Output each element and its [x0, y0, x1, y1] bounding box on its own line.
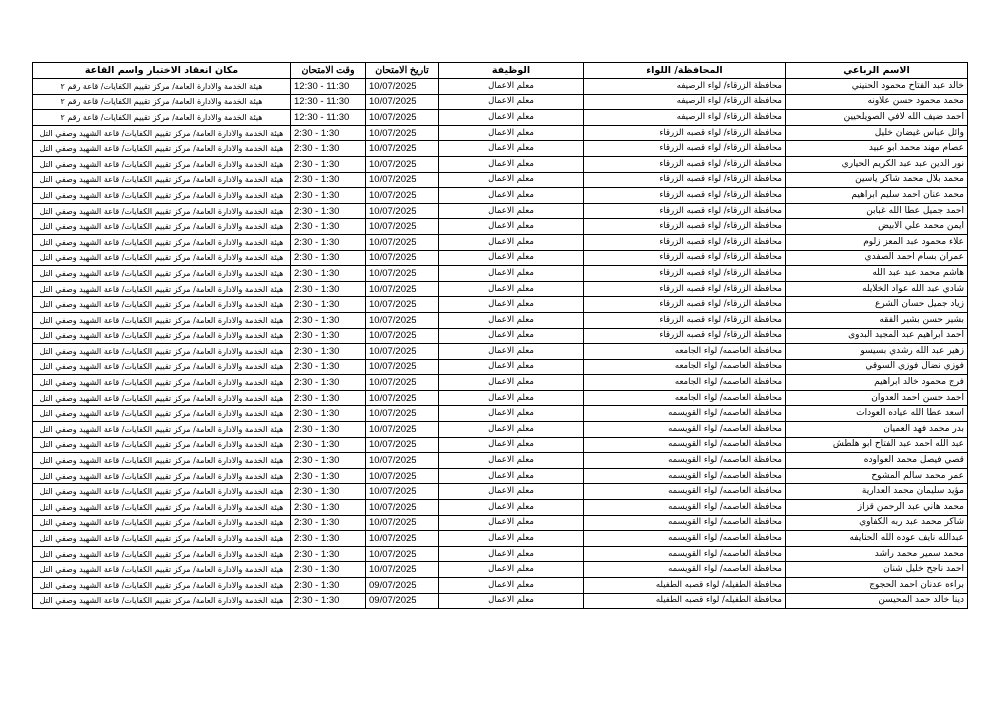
cell-job: معلم الاعمال [439, 125, 584, 141]
cell-exam-location: هيئة الخدمة والادارة العامة/ مركز تقييم الكفايات/ قاعة الشهيد وصفي التل [33, 359, 291, 375]
table-row [33, 203, 968, 219]
cell-exam-time: 2:30 - 1:30 [291, 562, 366, 578]
cell-name: عبدالله نايف عوده الله الحنايفه [786, 531, 968, 547]
cell-exam-date: 10/07/2025 [366, 281, 439, 297]
cell-exam-location: هيئة الخدمة والادارة العامة/ مركز تقييم الكفايات/ قاعة الشهيد وصفي التل [33, 500, 291, 516]
cell-exam-date: 10/07/2025 [366, 344, 439, 360]
cell-name: هاشم محمد عبد عبد الله [786, 266, 968, 282]
header-exam-time: وقت الامتحان [291, 63, 366, 79]
cell-exam-time: 2:30 - 1:30 [291, 312, 366, 328]
cell-name: خالد عبد الفتاح محمود الحنيني [786, 79, 968, 95]
cell-job: معلم الاعمال [439, 484, 584, 500]
cell-exam-date: 10/07/2025 [366, 125, 439, 141]
cell-exam-date: 10/07/2025 [366, 546, 439, 562]
table-row [33, 437, 968, 453]
table-row [33, 390, 968, 406]
cell-exam-date: 10/07/2025 [366, 562, 439, 578]
cell-job: معلم الاعمال [439, 546, 584, 562]
cell-governorate: محافظة العاصمه/ لواء القويسمه [584, 546, 786, 562]
cell-exam-location: هيئة الخدمة والادارة العامة/ مركز تقييم الكفايات/ قاعة الشهيد وصفي التل [33, 125, 291, 141]
cell-exam-time: 2:30 - 1:30 [291, 437, 366, 453]
cell-exam-location: هيئة الخدمة والادارة العامة/ مركز تقييم الكفايات/ قاعة الشهيد وصفي التل [33, 312, 291, 328]
cell-exam-date: 10/07/2025 [366, 328, 439, 344]
table-row [33, 453, 968, 469]
table-row [33, 531, 968, 547]
cell-exam-time: 2:30 - 1:30 [291, 125, 366, 141]
cell-name: مؤيد سليمان محمد العدارية [786, 484, 968, 500]
cell-exam-time: 2:30 - 1:30 [291, 172, 366, 188]
table-row [33, 281, 968, 297]
cell-job: معلم الاعمال [439, 250, 584, 266]
cell-governorate: محافظة العاصمه/ لواء القويسمه [584, 468, 786, 484]
cell-job: معلم الاعمال [439, 281, 584, 297]
cell-job: معلم الاعمال [439, 141, 584, 157]
cell-governorate: محافظة العاصمه/ لواء القويسمه [584, 406, 786, 422]
table-row [33, 500, 968, 516]
table-row [33, 375, 968, 391]
cell-exam-location: هيئة الخدمة والادارة العامة/ مركز تقييم الكفايات/ قاعة الشهيد وصفي التل [33, 297, 291, 313]
cell-exam-time: 2:30 - 1:30 [291, 188, 366, 204]
cell-governorate: محافظة الزرقاء/ لواء قصبه الزرقاء [584, 156, 786, 172]
cell-exam-date: 10/07/2025 [366, 468, 439, 484]
cell-exam-time: 2:30 - 1:30 [291, 515, 366, 531]
cell-name: احمد جميل عطا الله غبابن [786, 203, 968, 219]
cell-job: معلم الاعمال [439, 110, 584, 126]
table-row [33, 94, 968, 110]
cell-name: عصام مهند محمد ابو عبيد [786, 141, 968, 157]
cell-exam-date: 10/07/2025 [366, 453, 439, 469]
cell-exam-date: 10/07/2025 [366, 79, 439, 95]
cell-job: معلم الاعمال [439, 94, 584, 110]
cell-job: معلم الاعمال [439, 203, 584, 219]
cell-governorate: محافظة الزرقاء/ لواء الرصيفه [584, 94, 786, 110]
cell-exam-time: 2:30 - 1:30 [291, 406, 366, 422]
cell-exam-time: 12:30 - 11:30 [291, 110, 366, 126]
table-row [33, 562, 968, 578]
cell-name: زهير عبد الله رشدي بسيسو [786, 344, 968, 360]
cell-governorate: محافظة العاصمه/ لواء القويسمه [584, 531, 786, 547]
cell-exam-time: 2:30 - 1:30 [291, 234, 366, 250]
cell-exam-date: 10/07/2025 [366, 406, 439, 422]
cell-name: براءه عدنان احمد الحجوج [786, 578, 968, 594]
cell-job: معلم الاعمال [439, 328, 584, 344]
cell-job: معلم الاعمال [439, 156, 584, 172]
header-exam-date: تاريخ الامتحان [366, 63, 439, 79]
cell-exam-time: 2:30 - 1:30 [291, 250, 366, 266]
cell-exam-date: 10/07/2025 [366, 359, 439, 375]
cell-job: معلم الاعمال [439, 500, 584, 516]
cell-name: نور الدين عبد عبد الكريم الحياري [786, 156, 968, 172]
cell-exam-time: 2:30 - 1:30 [291, 266, 366, 282]
cell-governorate: محافظة العاصمه/ لواء الجامعه [584, 375, 786, 391]
table-row [33, 125, 968, 141]
cell-exam-location: هيئة الخدمة والادارة العامة/ مركز تقييم الكفايات/ قاعة رقم ٢ [33, 79, 291, 95]
cell-exam-location: هيئة الخدمة والادارة العامة/ مركز تقييم الكفايات/ قاعة الشهيد وصفي التل [33, 219, 291, 235]
cell-governorate: محافظة العاصمه/ لواء القويسمه [584, 515, 786, 531]
cell-exam-time: 2:30 - 1:30 [291, 375, 366, 391]
cell-exam-time: 2:30 - 1:30 [291, 531, 366, 547]
cell-exam-time: 2:30 - 1:30 [291, 344, 366, 360]
cell-exam-date: 10/07/2025 [366, 156, 439, 172]
table-row [33, 297, 968, 313]
cell-exam-location: هيئة الخدمة والادارة العامة/ مركز تقييم الكفايات/ قاعة الشهيد وصفي التل [33, 578, 291, 594]
cell-name: قصي فيصل محمد العواوده [786, 453, 968, 469]
cell-job: معلم الاعمال [439, 79, 584, 95]
cell-name: عبد الله احمد عبد الفتاح ابو هلطش [786, 437, 968, 453]
cell-governorate: محافظة العاصمه/ لواء الجامعه [584, 344, 786, 360]
cell-job: معلم الاعمال [439, 312, 584, 328]
cell-exam-time: 12:30 - 11:30 [291, 79, 366, 95]
cell-exam-location: هيئة الخدمة والادارة العامة/ مركز تقييم الكفايات/ قاعة الشهيد وصفي التل [33, 375, 291, 391]
cell-exam-time: 2:30 - 1:30 [291, 578, 366, 594]
table-row [33, 110, 968, 126]
cell-exam-location: هيئة الخدمة والادارة العامة/ مركز تقييم الكفايات/ قاعة الشهيد وصفي التل [33, 437, 291, 453]
table-row [33, 578, 968, 594]
cell-name: عمران بسام احمد الصفدي [786, 250, 968, 266]
cell-name: زياد جميل حسان الشرع [786, 297, 968, 313]
table-row [33, 468, 968, 484]
cell-exam-date: 10/07/2025 [366, 531, 439, 547]
table-row [33, 266, 968, 282]
cell-governorate: محافظة العاصمه/ لواء القويسمه [584, 453, 786, 469]
header-exam-location: مكان انعقاد الاختبار واسم القاعة [33, 63, 291, 79]
table-body [33, 79, 968, 609]
cell-name: شادي عبد الله عواد الخلايله [786, 281, 968, 297]
cell-job: معلم الاعمال [439, 172, 584, 188]
cell-exam-location: هيئة الخدمة والادارة العامة/ مركز تقييم الكفايات/ قاعة الشهيد وصفي التل [33, 281, 291, 297]
cell-exam-date: 10/07/2025 [366, 234, 439, 250]
cell-job: معلم الاعمال [439, 234, 584, 250]
cell-job: معلم الاعمال [439, 562, 584, 578]
exam-schedule-table [32, 62, 968, 609]
cell-exam-location: هيئة الخدمة والادارة العامة/ مركز تقييم الكفايات/ قاعة الشهيد وصفي التل [33, 328, 291, 344]
cell-exam-time: 2:30 - 1:30 [291, 156, 366, 172]
cell-exam-date: 09/07/2025 [366, 593, 439, 609]
cell-governorate: محافظة العاصمه/ لواء القويسمه [584, 437, 786, 453]
cell-exam-date: 10/07/2025 [366, 266, 439, 282]
cell-name: احمد حسن احمد العدوان [786, 390, 968, 406]
table-row [33, 250, 968, 266]
table-row [33, 328, 968, 344]
cell-exam-location: هيئة الخدمة والادارة العامة/ مركز تقييم الكفايات/ قاعة الشهيد وصفي التل [33, 172, 291, 188]
cell-governorate: محافظة الزرقاء/ لواء قصبه الزرقاء [584, 250, 786, 266]
cell-exam-location: هيئة الخدمة والادارة العامة/ مركز تقييم الكفايات/ قاعة رقم ٢ [33, 110, 291, 126]
cell-exam-time: 2:30 - 1:30 [291, 359, 366, 375]
table-row [33, 219, 968, 235]
cell-exam-location: هيئة الخدمة والادارة العامة/ مركز تقييم الكفايات/ قاعة الشهيد وصفي التل [33, 484, 291, 500]
cell-name: بدر محمد فهد العميان [786, 422, 968, 438]
cell-exam-date: 10/07/2025 [366, 94, 439, 110]
cell-name: اسعد عطا الله عياده العودات [786, 406, 968, 422]
cell-governorate: محافظة الزرقاء/ لواء قصبه الزرقاء [584, 172, 786, 188]
cell-job: معلم الاعمال [439, 406, 584, 422]
cell-exam-time: 2:30 - 1:30 [291, 281, 366, 297]
cell-job: معلم الاعمال [439, 390, 584, 406]
cell-name: علاء محمود عبد المعز زلوم [786, 234, 968, 250]
table-row [33, 593, 968, 609]
cell-exam-time: 12:30 - 11:30 [291, 94, 366, 110]
table-row [33, 359, 968, 375]
cell-name: ايمن محمد علي الابيض [786, 219, 968, 235]
cell-exam-time: 2:30 - 1:30 [291, 546, 366, 562]
cell-exam-location: هيئة الخدمة والادارة العامة/ مركز تقييم الكفايات/ قاعة رقم ٢ [33, 94, 291, 110]
cell-exam-location: هيئة الخدمة والادارة العامة/ مركز تقييم الكفايات/ قاعة الشهيد وصفي التل [33, 250, 291, 266]
cell-job: معلم الاعمال [439, 531, 584, 547]
cell-exam-date: 10/07/2025 [366, 219, 439, 235]
cell-name: محمد عنان احمد سليم ابراهيم [786, 188, 968, 204]
cell-exam-location: هيئة الخدمة والادارة العامة/ مركز تقييم الكفايات/ قاعة الشهيد وصفي التل [33, 203, 291, 219]
table-row [33, 312, 968, 328]
table-row [33, 234, 968, 250]
cell-governorate: محافظة الطفيله/ لواء قصبه الطفيله [584, 578, 786, 594]
cell-exam-date: 10/07/2025 [366, 422, 439, 438]
header-governorate: المحافظة/ اللواء [584, 63, 786, 79]
cell-governorate: محافظة الزرقاء/ لواء قصبه الزرقاء [584, 312, 786, 328]
table-header-row [33, 63, 968, 79]
cell-governorate: محافظة الزرقاء/ لواء قصبه الزرقاء [584, 203, 786, 219]
table-row [33, 188, 968, 204]
cell-exam-time: 2:30 - 1:30 [291, 593, 366, 609]
cell-exam-date: 10/07/2025 [366, 375, 439, 391]
table-row [33, 515, 968, 531]
cell-exam-time: 2:30 - 1:30 [291, 297, 366, 313]
cell-governorate: محافظة العاصمه/ لواء القويسمه [584, 422, 786, 438]
cell-exam-time: 2:30 - 1:30 [291, 468, 366, 484]
cell-job: معلم الاعمال [439, 359, 584, 375]
cell-exam-location: هيئة الخدمة والادارة العامة/ مركز تقييم الكفايات/ قاعة الشهيد وصفي التل [33, 468, 291, 484]
cell-job: معلم الاعمال [439, 453, 584, 469]
cell-exam-date: 10/07/2025 [366, 141, 439, 157]
cell-name: فوزي نضال فوزي السوقي [786, 359, 968, 375]
cell-exam-date: 10/07/2025 [366, 484, 439, 500]
cell-exam-time: 2:30 - 1:30 [291, 500, 366, 516]
table-row [33, 546, 968, 562]
cell-exam-location: هيئة الخدمة والادارة العامة/ مركز تقييم الكفايات/ قاعة الشهيد وصفي التل [33, 531, 291, 547]
cell-job: معلم الاعمال [439, 422, 584, 438]
cell-job: معلم الاعمال [439, 188, 584, 204]
table-row [33, 172, 968, 188]
cell-governorate: محافظة الزرقاء/ لواء قصبه الزرقاء [584, 266, 786, 282]
cell-job: معلم الاعمال [439, 593, 584, 609]
cell-exam-time: 2:30 - 1:30 [291, 422, 366, 438]
cell-exam-date: 10/07/2025 [366, 390, 439, 406]
header-name: الاسم الرباعي [786, 63, 968, 79]
cell-exam-time: 2:30 - 1:30 [291, 453, 366, 469]
cell-exam-location: هيئة الخدمة والادارة العامة/ مركز تقييم الكفايات/ قاعة الشهيد وصفي التل [33, 515, 291, 531]
cell-governorate: محافظة الزرقاء/ لواء قصبه الزرقاء [584, 141, 786, 157]
cell-exam-location: هيئة الخدمة والادارة العامة/ مركز تقييم الكفايات/ قاعة الشهيد وصفي التل [33, 141, 291, 157]
cell-exam-time: 2:30 - 1:30 [291, 203, 366, 219]
table-row [33, 484, 968, 500]
cell-exam-date: 10/07/2025 [366, 515, 439, 531]
cell-name: احمد ضيف الله لافي الصويلحيين [786, 110, 968, 126]
cell-governorate: محافظة الزرقاء/ لواء الرصيفه [584, 79, 786, 95]
table-row [33, 406, 968, 422]
cell-name: بشير حسن بشير الفقه [786, 312, 968, 328]
cell-name: محمد هاني عبد الرحمن قزاز [786, 500, 968, 516]
cell-exam-time: 2:30 - 1:30 [291, 328, 366, 344]
cell-governorate: محافظة الطفيله/ لواء قصبه الطفيله [584, 593, 786, 609]
cell-governorate: محافظة الزرقاء/ لواء قصبه الزرقاء [584, 328, 786, 344]
cell-name: محمد محمود حسن علاونه [786, 94, 968, 110]
cell-job: معلم الاعمال [439, 344, 584, 360]
cell-name: عمر محمد سالم المشوح [786, 468, 968, 484]
cell-exam-location: هيئة الخدمة والادارة العامة/ مركز تقييم الكفايات/ قاعة الشهيد وصفي التل [33, 546, 291, 562]
cell-name: محمد بلال محمد شاكر ياسين [786, 172, 968, 188]
cell-job: معلم الاعمال [439, 515, 584, 531]
header-job: الوظيفة [439, 63, 584, 79]
cell-name: احمد ابراهيم عبد المجيد البدوى [786, 328, 968, 344]
table-row [33, 141, 968, 157]
cell-exam-location: هيئة الخدمة والادارة العامة/ مركز تقييم الكفايات/ قاعة الشهيد وصفي التل [33, 156, 291, 172]
cell-job: معلم الاعمال [439, 219, 584, 235]
table-row [33, 79, 968, 95]
cell-exam-location: هيئة الخدمة والادارة العامة/ مركز تقييم الكفايات/ قاعة الشهيد وصفي التل [33, 188, 291, 204]
cell-governorate: محافظة الزرقاء/ لواء قصبه الزرقاء [584, 297, 786, 313]
cell-exam-location: هيئة الخدمة والادارة العامة/ مركز تقييم الكفايات/ قاعة الشهيد وصفي التل [33, 406, 291, 422]
cell-job: معلم الاعمال [439, 437, 584, 453]
cell-exam-date: 10/07/2025 [366, 250, 439, 266]
cell-governorate: محافظة الزرقاء/ لواء الرصيفه [584, 110, 786, 126]
table-row [33, 422, 968, 438]
cell-exam-time: 2:30 - 1:30 [291, 219, 366, 235]
cell-job: معلم الاعمال [439, 266, 584, 282]
cell-exam-time: 2:30 - 1:30 [291, 390, 366, 406]
cell-name: محمد سمير محمد راشد [786, 546, 968, 562]
cell-exam-date: 10/07/2025 [366, 312, 439, 328]
cell-governorate: محافظة العاصمه/ لواء القويسمه [584, 500, 786, 516]
cell-job: معلم الاعمال [439, 468, 584, 484]
cell-exam-date: 09/07/2025 [366, 578, 439, 594]
cell-name: فرج محمود خالد ابراهيم [786, 375, 968, 391]
cell-exam-location: هيئة الخدمة والادارة العامة/ مركز تقييم الكفايات/ قاعة الشهيد وصفي التل [33, 562, 291, 578]
cell-exam-date: 10/07/2025 [366, 437, 439, 453]
cell-exam-date: 10/07/2025 [366, 172, 439, 188]
cell-exam-location: هيئة الخدمة والادارة العامة/ مركز تقييم الكفايات/ قاعة الشهيد وصفي التل [33, 422, 291, 438]
cell-exam-location: هيئة الخدمة والادارة العامة/ مركز تقييم الكفايات/ قاعة الشهيد وصفي التل [33, 266, 291, 282]
cell-exam-location: هيئة الخدمة والادارة العامة/ مركز تقييم الكفايات/ قاعة الشهيد وصفي التل [33, 390, 291, 406]
cell-exam-date: 10/07/2025 [366, 110, 439, 126]
cell-name: شاكر محمد عبد ربه الكفاوي [786, 515, 968, 531]
cell-governorate: محافظة الزرقاء/ لواء قصبه الزرقاء [584, 219, 786, 235]
cell-exam-time: 2:30 - 1:30 [291, 484, 366, 500]
cell-exam-location: هيئة الخدمة والادارة العامة/ مركز تقييم الكفايات/ قاعة الشهيد وصفي التل [33, 593, 291, 609]
cell-governorate: محافظة العاصمه/ لواء القويسمه [584, 484, 786, 500]
cell-job: معلم الاعمال [439, 297, 584, 313]
table-row [33, 156, 968, 172]
cell-exam-time: 2:30 - 1:30 [291, 141, 366, 157]
cell-exam-date: 10/07/2025 [366, 203, 439, 219]
cell-governorate: محافظة الزرقاء/ لواء قصبه الزرقاء [584, 125, 786, 141]
cell-exam-location: هيئة الخدمة والادارة العامة/ مركز تقييم الكفايات/ قاعة الشهيد وصفي التل [33, 344, 291, 360]
cell-governorate: محافظة الزرقاء/ لواء قصبه الزرقاء [584, 188, 786, 204]
cell-job: معلم الاعمال [439, 578, 584, 594]
cell-exam-location: هيئة الخدمة والادارة العامة/ مركز تقييم الكفايات/ قاعة الشهيد وصفي التل [33, 234, 291, 250]
cell-exam-date: 10/07/2025 [366, 188, 439, 204]
cell-exam-date: 10/07/2025 [366, 500, 439, 516]
cell-governorate: محافظة الزرقاء/ لواء قصبه الزرقاء [584, 234, 786, 250]
cell-governorate: محافظة العاصمه/ لواء الجامعه [584, 359, 786, 375]
cell-governorate: محافظة العاصمه/ لواء القويسمه [584, 562, 786, 578]
table-row [33, 344, 968, 360]
cell-governorate: محافظة العاصمه/ لواء الجامعه [584, 390, 786, 406]
cell-exam-location: هيئة الخدمة والادارة العامة/ مركز تقييم الكفايات/ قاعة الشهيد وصفي التل [33, 453, 291, 469]
cell-name: وائل عباس غيضان خليل [786, 125, 968, 141]
cell-job: معلم الاعمال [439, 375, 584, 391]
cell-name: دينا خالد حمد المحيسن [786, 593, 968, 609]
cell-exam-date: 10/07/2025 [366, 297, 439, 313]
cell-governorate: محافظة الزرقاء/ لواء قصبه الزرقاء [584, 281, 786, 297]
cell-name: احمد ناجح خليل شنان [786, 562, 968, 578]
